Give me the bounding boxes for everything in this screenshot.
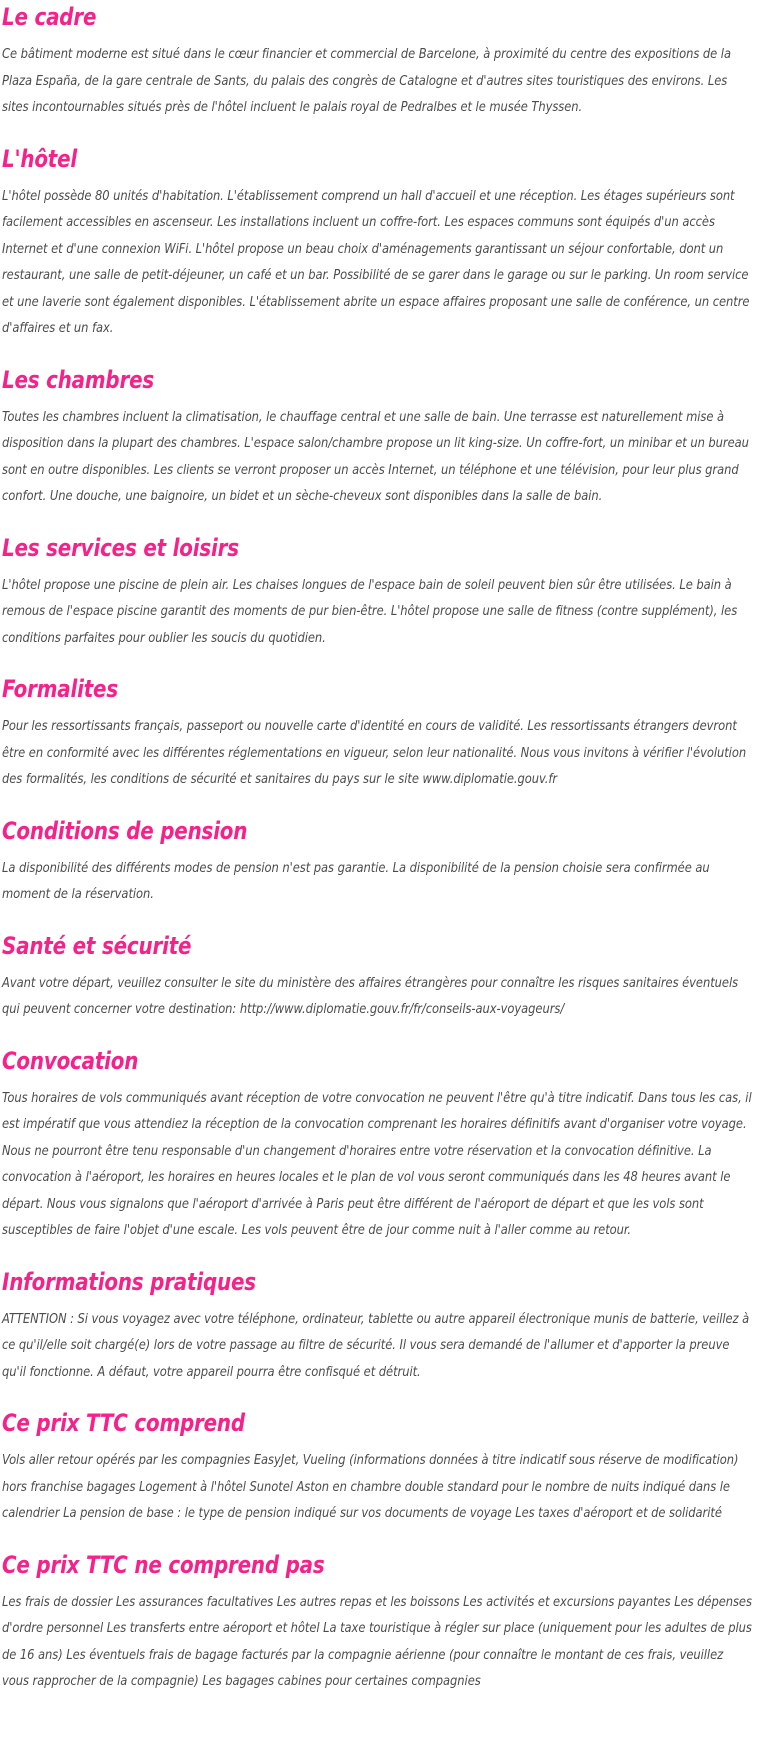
- section-sante-et-securite: [2, 931, 754, 1024]
- section-body: Les frais de dossier Les assurances facultatives Les autres repas et les boissons Les activités et excursions payantes Les dépenses d'ordre personnel Les transferts entre aéroport et hôtel La taxe touristique à régler sur place (uniquement pour les adultes de plus de 16 ans) Les éventuels frais de bagage facturés par la compagnie aérienne (pour connaître le montant de ces frais, veuillez vous rapprocher de la compagnie) Les bagages cabines pour certaines compagnies: [2, 1594, 752, 1689]
- section-heading: Convocation: [2, 1046, 139, 1075]
- section-heading: Santé et sécurité: [2, 931, 192, 960]
- section-ce-prix-ttc-ne-comprend-pas: [2, 1550, 754, 1696]
- section-heading: Informations pratiques: [2, 1267, 256, 1296]
- section-heading: Ce prix TTC ne comprend pas: [2, 1550, 325, 1579]
- section-heading: Les chambres: [2, 365, 155, 394]
- section-les-services-et-loisirs: [2, 533, 754, 653]
- section-body: ATTENTION : Si vous voyagez avec votre téléphone, ordinateur, tablette ou autre appareil électronique munis de batterie, veillez à ce qu'il/elle soit chargé(e) lors de votre passage au filtre de sécurité. Il vous sera demandé de l'allumer et d'apporter la preuve qu'il fonctionne. A défaut, votre appareil pourra être confisqué et détruit.: [2, 1311, 750, 1380]
- section-body: Tous horaires de vols communiqués avant réception de votre convocation ne peuvent l'être qu'à titre indicatif. Dans tous les cas, il est impératif que vous attendiez la réception de la convocation comprenant les horaires définitifs avant d'organiser votre voyage. Nous ne pourront être tenu responsable d'un changement d'horaires entre votre réservation et la convocation définitive. La convocation à l'aéroport, les horaires en heures locales et le plan de vol vous seront communiqués dans les 48 heures avant le départ. Nous vous signalons que l'aéroport d'arrivée à Paris peut être différent de l'aéroport de départ et que les vols sont susceptibles de faire l'objet d'une escale. Les vols peuvent être de jour comme nuit à l'aller comme au retour.: [2, 1090, 752, 1238]
- section-body: La disponibilité des différents modes de pension n'est pas garantie. La disponibilité de la pension choisie sera confirmée au moment de la réservation.: [2, 860, 710, 902]
- section-heading: Ce prix TTC comprend: [2, 1409, 245, 1437]
- section-ce-prix-ttc-comprend: [2, 1408, 754, 1528]
- section-body: Toutes les chambres incluent la climatisation, le chauffage central et une salle de bain. Une terrasse est naturellement mise à disposition dans la plupart des chambres. L'espace salon/chambre propose un lit king-size. Un coffre-fort, un minibar et un bureau sont en outre disponibles. Les clients se verront proposer un accès Internet, un téléphone et une télévision, pour leur plus grand confort. Une douche, une baignoire, un bidet et un sèche-cheveux sont disponibles dans la salle de bain.: [2, 409, 749, 504]
- section-l-hotel: [2, 144, 754, 343]
- section-body: Avant votre départ, veuillez consulter le site du ministère des affaires étrangères pour connaître les risques sanitaires éventuels qui peuvent concerner votre destination: http://www.diplomatie.gouv.fr/fr/conseils-aux-voyageurs/: [2, 975, 739, 1017]
- section-heading: Le cadre: [2, 3, 97, 31]
- section-convocation: [2, 1046, 754, 1245]
- section-heading: Les services et loisirs: [2, 533, 239, 562]
- section-body: Pour les ressortissants français, passeport ou nouvelle carte d'identité en cours de validité. Les ressortissants étrangers devront être en conformité avec les différentes réglementations en vigueur, selon leur nationalité. Nous vous invitons à vérifier l'évolution des formalités, les conditions de sécurité et sanitaires du pays sur le site www.diplomatie.gouv.fr: [2, 719, 747, 787]
- section-le-cadre: [2, 2, 754, 122]
- section-body: Ce bâtiment moderne est situé dans le cœur financier et commercial de Barcelone, à proximité du centre des expositions de la Plaza España, de la gare centrale de Sants, du palais des congrès de Catalogne et d'autres sites touristiques des environs. Les sites incontournables situés près de l'hôtel incluent le palais royal de Pedralbes et le musée Thyssen.: [2, 47, 731, 115]
- section-body: L'hôtel propose une piscine de plein air. Les chaises longues de l'espace bain de soleil peuvent bien sûr être utilisées. Le bain à remous de l'espace piscine garantit des moments de pur bien-être. L'hôtel propose une salle de fitness (contre supplément), les conditions parfaites pour oublier les soucis du quotidien.: [2, 577, 738, 646]
- section-heading: Conditions de pension: [2, 816, 248, 845]
- section-heading: L'hôtel: [2, 144, 78, 173]
- section-informations-pratiques: [2, 1267, 754, 1387]
- section-formalites: [2, 674, 754, 794]
- section-heading: Formalites: [2, 675, 118, 703]
- section-les-chambres: [2, 365, 754, 511]
- section-body: L'hôtel possède 80 unités d'habitation. L'établissement comprend un hall d'accueil et une réception. Les étages supérieurs sont facilement accessibles en ascenseur. Les installations incluent un coffre-fort. Les espaces communs sont équipés d'un accès Internet et d'une connexion WiFi. L'hôtel propose un beau choix d'aménagements garantissant un séjour confortable, dont un restaurant, une salle de petit-déjeuner, un café et un bar. Possibilité de se garer dans le garage ou sur le parking. Un room service et une laverie sont également disponibles. L'établissement abrite un espace affaires proposant une salle de conférence, un centre d'affaires et un fax.: [2, 188, 750, 336]
- section-conditions-de-pension: [2, 816, 754, 909]
- section-body: Vols aller retour opérés par les compagnies EasyJet, Vueling (informations données à titre indicatif sous réserve de modification) hors franchise bagages Logement à l'hôtel Sunotel Aston en chambre double standard pour le nombre de nuits indiqué dans le calendrier La pension de base : le type de pension indiqué sur vos documents de voyage Les taxes d'aéroport et de solidarité: [2, 1453, 739, 1521]
